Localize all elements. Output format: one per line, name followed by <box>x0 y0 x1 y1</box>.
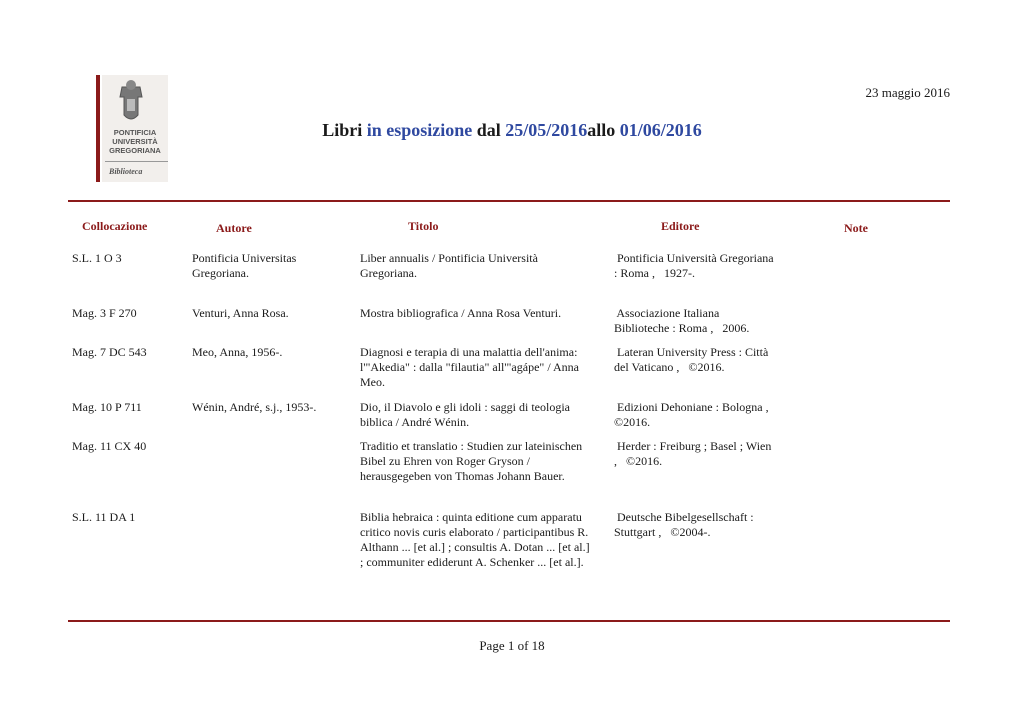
title-part-2: in esposizione <box>366 120 473 140</box>
cell-collocazione <box>72 439 182 454</box>
cell-editore-line: ©2016. <box>614 415 651 429</box>
bottom-rule <box>68 620 950 622</box>
header-note: Note <box>844 221 868 235</box>
header-collocazione: Collocazione <box>82 219 148 233</box>
cell-collocazione-line: S.L. 1 O 3 <box>72 251 122 265</box>
cell-titolo <box>360 306 610 321</box>
cell-collocazione-line: Mag. 10 P 711 <box>72 400 142 414</box>
cell-autore <box>192 400 352 415</box>
cell-titolo <box>360 345 610 390</box>
cell-autore-line: Meo, Anna, 1956-. <box>192 345 283 359</box>
cell-collocazione-line: S.L. 11 DA 1 <box>72 510 136 524</box>
cell-collocazione <box>72 510 182 525</box>
cell-titolo-line: herausgegeben von Thomas Johann Bauer. <box>360 469 565 483</box>
cell-editore-line: Herder : Freiburg ; Basel ; Wien <box>614 439 772 453</box>
title-part-5: allo <box>587 120 616 140</box>
cell-titolo-line: Bibel zu Ehren von Roger Gryson / <box>360 454 530 468</box>
logo-divider <box>105 161 168 162</box>
cell-titolo-line: Gregoriana. <box>360 266 417 280</box>
cell-editore-line: Associazione Italiana <box>614 306 720 320</box>
cell-titolo <box>360 510 610 570</box>
cell-collocazione-line: Mag. 7 DC 543 <box>72 345 147 359</box>
cell-editore <box>614 400 804 430</box>
cell-titolo-line: Traditio et translatio : Studien zur lateinischen <box>360 439 583 453</box>
cell-autore-line: Wénin, André, s.j., 1953-. <box>192 400 317 414</box>
page-number: Page 1 of 18 <box>479 638 545 653</box>
top-rule <box>68 200 950 202</box>
cell-titolo-line: Dio, il Diavolo e gli idoli : saggi di teologia <box>360 400 570 414</box>
logo-line-2: UNIVERSITÀ <box>112 137 158 146</box>
cell-titolo-line: critico novis curis elaborato / participantibus R. <box>360 525 589 539</box>
title-part-1: Libri <box>322 120 363 140</box>
cell-autore <box>192 345 352 360</box>
cell-editore <box>614 306 804 336</box>
cell-titolo-line: Biblia hebraica : quinta editione cum apparatu <box>360 510 582 524</box>
cell-titolo-line: Meo. <box>360 375 385 389</box>
cell-editore <box>614 439 804 469</box>
cell-autore-line: Pontificia Universitas <box>192 251 297 265</box>
cell-collocazione <box>72 251 182 266</box>
header-editore: Editore <box>661 219 700 233</box>
cell-autore <box>192 251 352 281</box>
cell-editore-line: Deutsche Bibelgesellschaft : <box>614 510 754 524</box>
title-start-date: 25/05/2016 <box>505 120 588 140</box>
cell-titolo-line: Diagnosi e terapia di una malattia dell'anima: <box>360 345 578 359</box>
cell-editore <box>614 510 804 540</box>
cell-titolo <box>360 251 610 281</box>
cell-titolo <box>360 439 610 484</box>
cell-editore-line: Biblioteche : Roma , 2006. <box>614 321 750 335</box>
cell-autore <box>192 306 352 321</box>
cell-editore-line: Pontificia Università Gregoriana <box>614 251 774 265</box>
cell-editore-line: Stuttgart , ©2004-. <box>614 525 711 539</box>
logo-line-3: GREGORIANA <box>109 146 161 155</box>
cell-editore-line: del Vaticano , ©2016. <box>614 360 725 374</box>
cell-collocazione <box>72 345 182 360</box>
cell-autore-line: Venturi, Anna Rosa. <box>192 306 289 320</box>
cell-titolo <box>360 400 610 430</box>
cell-editore <box>614 251 804 281</box>
cell-titolo-line: Althann ... [et al.] ; consultis A. Dotan ... [et al.] <box>360 540 590 554</box>
header-titolo: Titolo <box>408 219 439 233</box>
cell-titolo-line: Liber annualis / Pontificia Università <box>360 251 538 265</box>
cell-titolo-line: Mostra bibliografica / Anna Rosa Venturi. <box>360 306 562 320</box>
cell-titolo-line: biblica / André Wénin. <box>360 415 470 429</box>
title-part-3: dal <box>476 120 501 140</box>
report-date: 23 maggio 2016 <box>865 85 950 100</box>
header-autore: Autore <box>216 221 252 235</box>
cell-editore-line: , ©2016. <box>614 454 663 468</box>
cell-titolo-line: l'"Akedia" : dalla "filautia" all'"agápe" / Anna <box>360 360 579 374</box>
cell-editore-line: Lateran University Press : Città <box>614 345 769 359</box>
cell-titolo-line: ; communiter ediderunt A. Schenker ... [et al.]. <box>360 555 584 569</box>
logo-subtitle: Biblioteca <box>109 167 143 176</box>
cell-editore-line: : Roma , 1927-. <box>614 266 695 280</box>
cell-editore-line: Edizioni Dehoniane : Bologna , <box>614 400 769 414</box>
cell-autore-line: Gregoriana. <box>192 266 249 280</box>
cell-collocazione <box>72 306 182 321</box>
title-end-date: 01/06/2016 <box>619 120 702 140</box>
cell-collocazione <box>72 400 182 415</box>
logo-line-1: PONTIFICIA <box>113 128 157 137</box>
page-title <box>0 120 1024 141</box>
cell-collocazione-line: Mag. 11 CX 40 <box>72 439 147 453</box>
cell-editore <box>614 345 804 375</box>
cell-collocazione-line: Mag. 3 F 270 <box>72 306 137 320</box>
